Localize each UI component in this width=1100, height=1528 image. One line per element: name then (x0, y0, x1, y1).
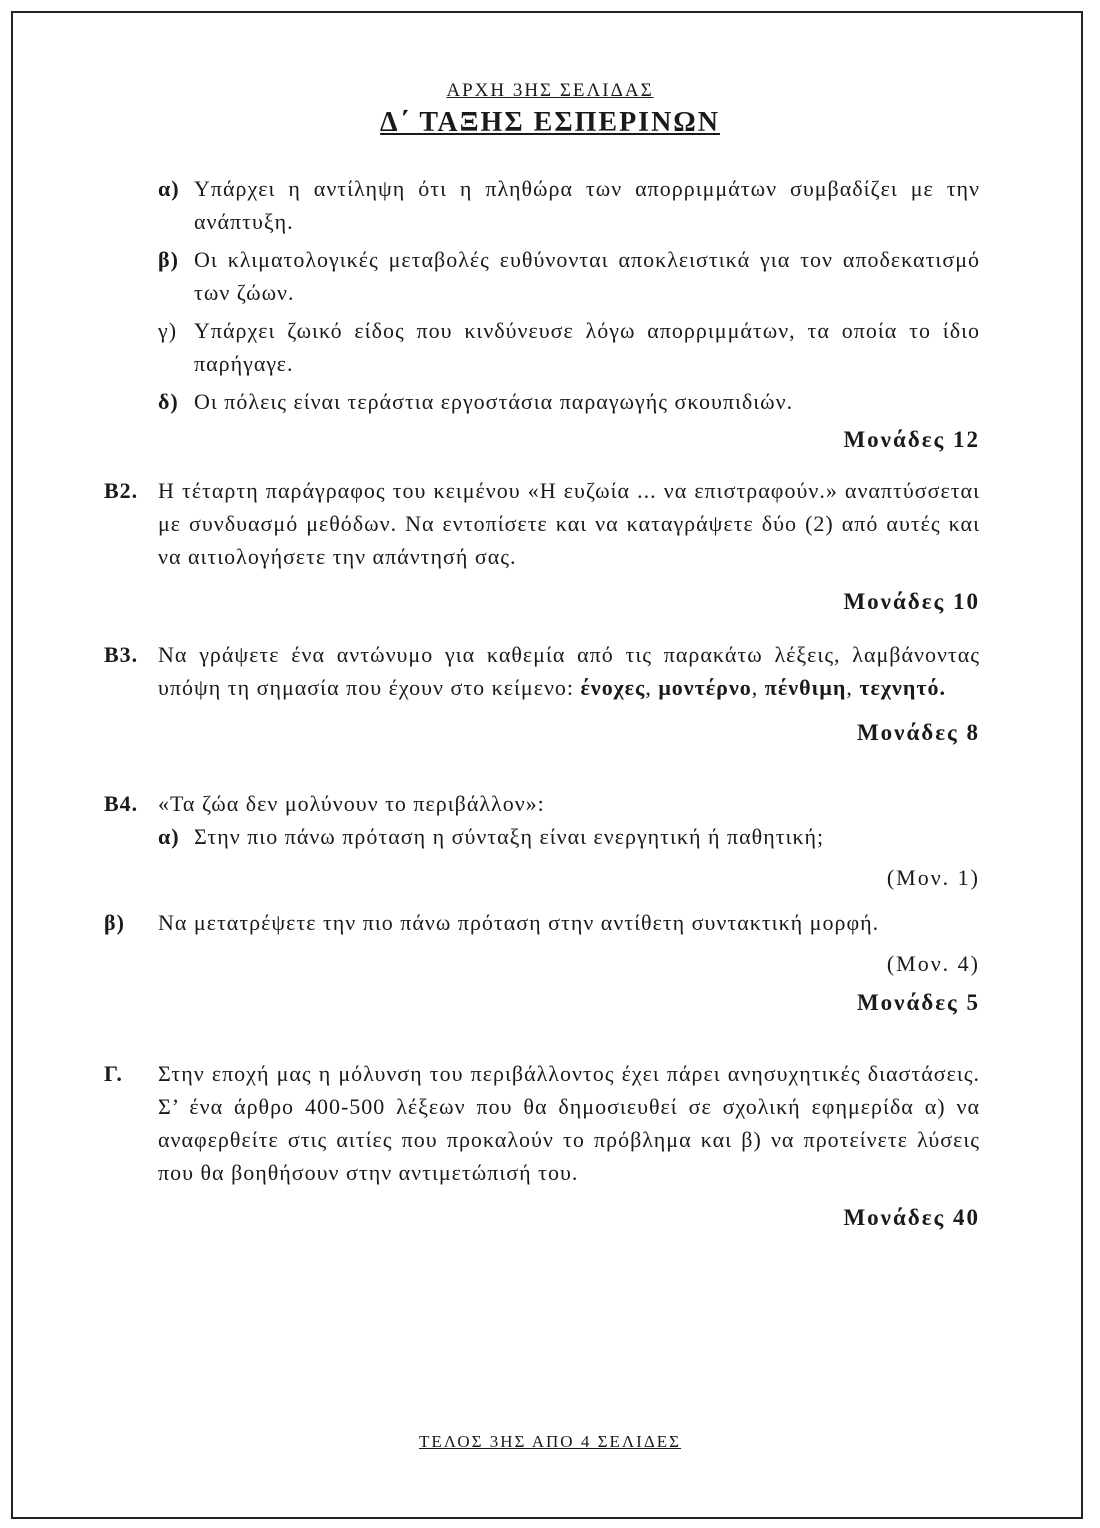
page-header-top: ΑΡΧΗ 3ΗΣ ΣΕΛΙΔΑΣ (446, 80, 654, 101)
b3-word-1: ένοχες (580, 675, 646, 700)
b1-item-c-text: Υπάρχει ζωικό είδος που κινδύνευσε λόγω απορριμμάτων, τα οποία το ίδιο παρήγαγε. (194, 318, 980, 376)
b4-item-b (104, 906, 980, 939)
b3-comma-2: , (751, 675, 759, 700)
b1-item-a-text: Υπάρχει η αντίληψη ότι η πληθώρα των απορριμμάτων συμβαδίζει με την ανάπτυξη. (194, 176, 980, 234)
question-b2-label: Β2. (104, 478, 139, 503)
question-b3-label: Β3. (104, 642, 139, 667)
g-marks: Μονάδες 40 (843, 1205, 980, 1230)
b3-comma-3: , (846, 675, 853, 700)
b4-item-a (158, 820, 980, 853)
b1-item-b-text: Οι κλιματολογικές μεταβολές ευθύνονται αποκλειστικά για τον αποδεκατισμό των ζώων. (194, 247, 980, 305)
question-b3 (104, 638, 980, 704)
question-g (104, 1057, 980, 1189)
b4-item-a-label: α) (158, 824, 180, 849)
question-b2 (104, 474, 980, 573)
b1-item-c (158, 314, 980, 380)
question-g-label: Γ. (104, 1061, 123, 1086)
question-b4-label: Β4. (104, 791, 139, 816)
question-b3-text: Να γράψετε ένα αντώνυμο για καθεμία από τις παρακάτω λέξεις, λαμβάνοντας υπόψη τη σημασία που έχουν στο κείμενο: (158, 642, 980, 700)
b1-marks: Μονάδες 12 (843, 427, 980, 452)
b3-word-2: μοντέρνο (658, 675, 752, 700)
b3-word-3: πένθιμη (764, 675, 847, 700)
b3-comma-1: , (645, 675, 652, 700)
b1-item-d (158, 385, 980, 418)
question-g-text: Στην εποχή μας η μόλυνση του περιβάλλοντος έχει πάρει ανησυχητικές διαστάσεις. Σ’ ένα άρθρο 400-500 λέξεων που θα δημοσιευθεί σε σχολική εφημερίδα α) να αναφερθείτε στις αιτίες που προκαλούν το πρόβλημα και β) να προτείνετε λύσεις που θα βοηθήσουν στην αντιμετώπισή του. (158, 1061, 980, 1185)
b2-marks: Μονάδες 10 (843, 589, 980, 614)
question-b4-intro: «Τα ζώα δεν μολύνουν το περιβάλλον»: (158, 791, 545, 816)
b4-a-marks: (Μον. 1) (886, 865, 980, 890)
b1-item-a (158, 172, 980, 238)
b4-item-b-text: Να μετατρέψετε την πιο πάνω πρόταση στην αντίθετη συντακτική μορφή. (158, 910, 880, 935)
page-title: Δ΄ ΤΑΞΗΣ ΕΣΠΕΡΙΝΩΝ (380, 107, 720, 138)
b3-word-4: τεχνητό (859, 675, 940, 700)
b4-item-a-text: Στην πιο πάνω πρόταση η σύνταξη είναι ενεργητική ή παθητική; (194, 824, 825, 849)
question-b4 (104, 787, 980, 820)
b4-marks: Μονάδες 5 (856, 990, 980, 1015)
page-footer: ΤΕΛΟΣ 3ΗΣ ΑΠΟ 4 ΣΕΛΙΔΕΣ (418, 1432, 682, 1451)
exam-content (104, 172, 980, 1234)
b3-period: . (939, 675, 947, 700)
b1-item-d-label: δ) (158, 389, 179, 414)
b1-item-b (158, 243, 980, 309)
b1-item-a-label: α) (158, 176, 180, 201)
question-b2-text: Η τέταρτη παράγραφος του κειμένου «Η ευζωία ... να επιστραφούν.» αναπτύσσεται με συνδυασμό μεθόδων. Να εντοπίσετε και να καταγράψετε δύο (2) από αυτές και να αιτιολογήσετε την απάντησή σας. (158, 478, 980, 569)
b1-item-c-label: γ) (158, 318, 178, 343)
b4-b-marks: (Μον. 4) (886, 951, 980, 976)
b1-item-b-label: β) (158, 247, 179, 272)
b4-item-b-label: β) (104, 910, 125, 935)
b1-item-d-text: Οι πόλεις είναι τεράστια εργοστάσια παραγωγής σκουπιδιών. (194, 389, 794, 414)
b3-marks: Μονάδες 8 (856, 720, 980, 745)
